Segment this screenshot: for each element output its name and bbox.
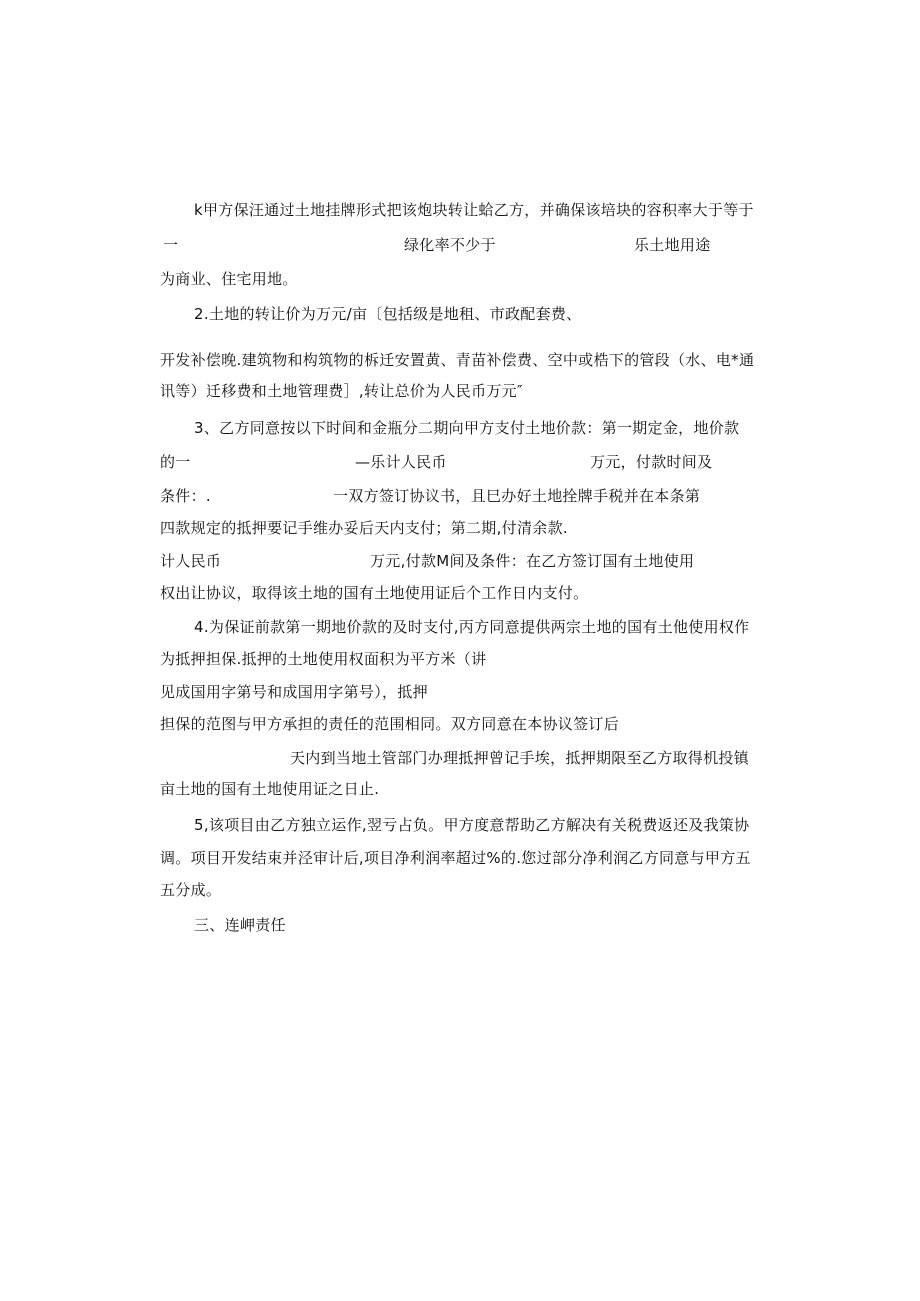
para2-line2: 开发补偿晚.建筑物和构筑物的柝迁安置黄、青苗补偿费、空中或梏下的管段（水、电*通: [160, 351, 755, 369]
para3-line4: 四款规定的抵押要记手维办妥后天内支付；第二期,付清余款.: [160, 519, 568, 537]
para5-line2: 调。项目开发结束并泾审计后,项目净利润率超过%的.您过部分净利润乙方同意与甲方五: [160, 849, 751, 867]
para1-line3: 为商业、住宅用地。: [160, 270, 298, 288]
para1-line2-greening: 绿化率不少于: [404, 236, 496, 254]
para3-line3-condition-label: 条件：.: [160, 487, 211, 505]
para4-line1: 4.为保证前款第一期地价款的及时支付,丙方同意提供两宗土地的国有土他使用权作: [194, 618, 750, 636]
para1-line2-land-use: 乐土地用途: [634, 236, 711, 254]
para4-line4: 担保的范图与甲方承担的责任的范围相同。双方同意在本协议签订后: [160, 715, 620, 733]
para4-line3: 见成国用字第号和成国用字第号），抵押: [160, 683, 428, 701]
section3-heading: 三、连岬责任: [194, 916, 286, 934]
para5-line3: 五分成。: [160, 881, 222, 899]
para3-line5-label: 计人民币: [160, 552, 222, 570]
para4-line2: 为抵押担保.抵押的土地使用权面积为平方米（讲: [160, 650, 487, 668]
para3-line1: 3、乙方同意按以下时间和金瓶分二期向甲方支付土地价款：第一期定金，地价款: [194, 419, 740, 437]
para4-line5: 天内到当地土管部门办理抵押曾记手埃，抵押期限至乙方取得机投镇: [290, 749, 750, 767]
para3-line2-start: 的一: [160, 453, 191, 471]
para2-line3: 讯等）迁移费和土地管理费］,转让总价为人民币万元″: [160, 382, 523, 400]
para4-line6: 亩土地的国有土地使用证之日止.: [160, 780, 380, 798]
para3-line2-amount: —乐计人民币: [355, 453, 447, 471]
para5-line1: 5,该项目由乙方独立运作,翌亏占负。甲方度意帮助乙方解决有关税费返还及我策协: [194, 816, 750, 834]
para1-line1: k甲方保汪通过土地挂牌形式把该炮块转让蛤乙方，并确保该培块的容积率大于等于: [194, 201, 754, 219]
para3-line5-text: 万元,付款M间及条件：在乙方签订国有土地使用: [370, 552, 695, 570]
para2-line1: 2.土地的转让价为万元/亩〔包括级是地租、市政配套费、: [194, 305, 582, 323]
para1-line2-start: 一: [163, 236, 179, 254]
para3-line3-condition-text: 一双方签订协议书，且巳办好土地拴牌手税并在本条第: [333, 487, 701, 505]
para3-line2-payment-time: 万元，付款时间及: [590, 453, 713, 471]
para3-line6: 权出让协议，取得该土地的国有土地使用证后个工作日内支付。: [160, 584, 589, 602]
